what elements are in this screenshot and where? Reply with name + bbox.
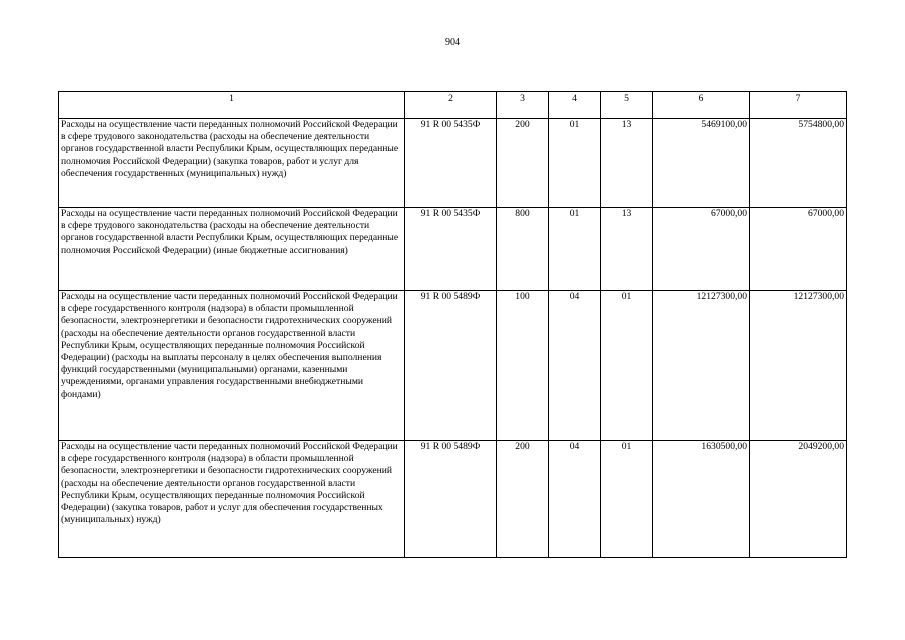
expense-type-code: 800: [497, 208, 549, 291]
amount-column-6: 1630500,00: [653, 441, 750, 558]
expense-description: Расходы на осуществление части переданных полномочий Российской Федерации в сфере государственного контроля (надзора) в области промышленной безопасности, электроэнергетики и безопасности гидротехнических сооружений (расходы на обеспечение деятельности органов государственной власти Республики Крым, осуществляющих переданные полномочия Российской Федерации) (закупка товаров, работ и услуг для обеспечения государственных (муниципальных) нужд): [59, 441, 405, 558]
amount-column-6: 67000,00: [653, 208, 750, 291]
target-article-code: 91 R 00 5435Ф: [405, 119, 497, 208]
target-article-code: 91 R 00 5435Ф: [405, 208, 497, 291]
section-code: 01: [549, 119, 601, 208]
section-code: 04: [549, 441, 601, 558]
amount-column-7: 12127300,00: [750, 291, 847, 441]
subsection-code: 13: [601, 208, 653, 291]
expense-type-code: 100: [497, 291, 549, 441]
table-row: [59, 291, 847, 441]
column-header: 2: [405, 92, 497, 119]
subsection-code: 01: [601, 291, 653, 441]
table-row: [59, 208, 847, 291]
column-header: 6: [653, 92, 750, 119]
column-header: 5: [601, 92, 653, 119]
column-header: 4: [549, 92, 601, 119]
expense-description: Расходы на осуществление части переданных полномочий Российской Федерации в сфере трудового законодательства (расходы на обеспечение деятельности органов государственной власти Республики Крым, осуществляющих переданные полномочия Российской Федерации) (закупка товаров, работ и услуг для обеспечения государственных (муниципальных) нужд): [59, 119, 405, 208]
amount-column-7: 2049200,00: [750, 441, 847, 558]
subsection-code: 01: [601, 441, 653, 558]
amount-column-6: 5469100,00: [653, 119, 750, 208]
expense-description: Расходы на осуществление части переданных полномочий Российской Федерации в сфере государственного контроля (надзора) в области промышленной безопасности, электроэнергетики и безопасности гидротехнических сооружений (расходы на обеспечение деятельности органов государственной власти Республики Крым, осуществляющих переданные полномочия Российской Федерации) (расходы на выплаты персоналу в целях обеспечения выполнения функций государственными (муниципальными) органами, казенными учреждениями, органами управления государственными внебюджетными фондами): [59, 291, 405, 441]
budget-table: [58, 91, 847, 558]
section-code: 01: [549, 208, 601, 291]
amount-column-7: 67000,00: [750, 208, 847, 291]
section-code: 04: [549, 291, 601, 441]
amount-column-6: 12127300,00: [653, 291, 750, 441]
expense-description: Расходы на осуществление части переданных полномочий Российской Федерации в сфере трудового законодательства (расходы на обеспечение деятельности органов государственной власти Республики Крым, осуществляющих переданные полномочия Российской Федерации) (иные бюджетные ассигнования): [59, 208, 405, 291]
target-article-code: 91 R 00 5489Ф: [405, 441, 497, 558]
expense-type-code: 200: [497, 119, 549, 208]
column-header: 1: [59, 92, 405, 119]
header-row: [59, 92, 847, 119]
table-row: [59, 119, 847, 208]
subsection-code: 13: [601, 119, 653, 208]
column-header: 3: [497, 92, 549, 119]
column-header: 7: [750, 92, 847, 119]
target-article-code: 91 R 00 5489Ф: [405, 291, 497, 441]
amount-column-7: 5754800,00: [750, 119, 847, 208]
page-number: 904: [445, 37, 460, 48]
table-row: [59, 441, 847, 558]
expense-type-code: 200: [497, 441, 549, 558]
